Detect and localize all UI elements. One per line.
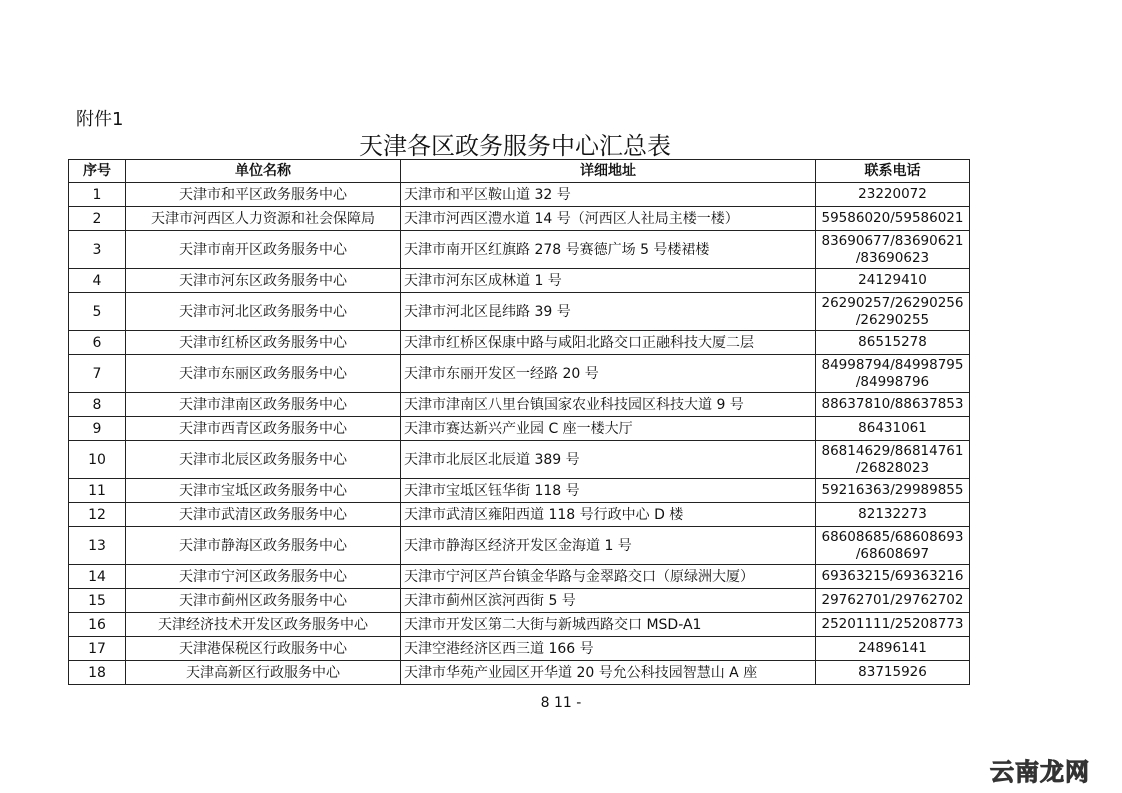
- cell-phone: [816, 393, 970, 417]
- phone-line: 29762701/29762702: [821, 592, 964, 608]
- cell-no: 2: [69, 207, 126, 231]
- phone-line: /68608697: [855, 545, 930, 562]
- cell-address: 天津市和平区鞍山道 32 号: [401, 183, 816, 207]
- phone-line: /26290255: [855, 311, 930, 328]
- cell-phone: [816, 527, 970, 565]
- cell-phone: [816, 417, 970, 441]
- cell-address: 天津市静海区经济开发区金海道 1 号: [401, 527, 816, 565]
- page-number: 8 11 -: [540, 695, 582, 711]
- cell-phone: [816, 613, 970, 637]
- cell-phone: [816, 331, 970, 355]
- page-title: 天津各区政务服务中心汇总表: [359, 132, 671, 160]
- phone-line: 82132273: [858, 506, 927, 522]
- attachment-label: 附件1: [76, 109, 124, 130]
- cell-no: 12: [69, 503, 126, 527]
- cell-name: 天津市红桥区政务服务中心: [126, 331, 401, 355]
- cell-address: 天津市华苑产业园区开华道 20 号允公科技园智慧山 A 座: [401, 661, 816, 685]
- cell-address: 天津市武清区雍阳西道 118 号行政中心 D 楼: [401, 503, 816, 527]
- table-row: [69, 441, 970, 479]
- cell-address: 天津市宁河区芦台镇金华路与金翠路交口（原绿洲大厦）: [401, 565, 816, 589]
- table-row: [69, 355, 970, 393]
- cell-address: 天津市河北区昆纬路 39 号: [401, 293, 816, 331]
- phone-line: 84998794/84998795: [821, 356, 964, 373]
- table-header-row: [69, 160, 970, 183]
- table-row: [69, 183, 970, 207]
- cell-phone: [816, 269, 970, 293]
- cell-phone: [816, 293, 970, 331]
- phone-line: 59586020/59586021: [821, 210, 964, 226]
- cell-address: 天津市赛达新兴产业园 C 座一楼大厅: [401, 417, 816, 441]
- cell-phone: [816, 441, 970, 479]
- watermark-part1: 云南: [990, 758, 1040, 786]
- phone-line: 83715926: [858, 664, 927, 680]
- cell-no: 5: [69, 293, 126, 331]
- cell-phone: [816, 503, 970, 527]
- phone-line: 24129410: [858, 272, 927, 288]
- cell-no: 4: [69, 269, 126, 293]
- cell-no: 8: [69, 393, 126, 417]
- cell-no: 18: [69, 661, 126, 685]
- cell-address: 天津市蓟州区滨河西街 5 号: [401, 589, 816, 613]
- cell-no: 6: [69, 331, 126, 355]
- cell-name: 天津市武清区政务服务中心: [126, 503, 401, 527]
- cell-name: 天津市南开区政务服务中心: [126, 231, 401, 269]
- phone-line: 26290257/26290256: [821, 294, 964, 311]
- cell-name: 天津市和平区政务服务中心: [126, 183, 401, 207]
- table-row: [69, 417, 970, 441]
- table-row: [69, 565, 970, 589]
- cell-name: 天津市津南区政务服务中心: [126, 393, 401, 417]
- cell-name: 天津市河东区政务服务中心: [126, 269, 401, 293]
- cell-name: 天津市宝坻区政务服务中心: [126, 479, 401, 503]
- cell-address: 天津市南开区红旗路 278 号赛德广场 5 号楼裙楼: [401, 231, 816, 269]
- phone-line: 88637810/88637853: [821, 396, 964, 412]
- table-row: [69, 269, 970, 293]
- cell-phone: [816, 183, 970, 207]
- watermark-logo: [990, 752, 1090, 787]
- cell-name: 天津市蓟州区政务服务中心: [126, 589, 401, 613]
- cell-no: 17: [69, 637, 126, 661]
- phone-line: 69363215/69363216: [821, 568, 964, 584]
- cell-address: 天津市北辰区北辰道 389 号: [401, 441, 816, 479]
- cell-name: 天津高新区行政服务中心: [126, 661, 401, 685]
- cell-name: 天津经济技术开发区政务服务中心: [126, 613, 401, 637]
- column-header-no: 序号: [69, 160, 126, 183]
- phone-line: 59216363/29989855: [821, 482, 964, 498]
- cell-phone: [816, 355, 970, 393]
- table-row: [69, 503, 970, 527]
- column-header-name: 单位名称: [126, 160, 401, 183]
- cell-no: 14: [69, 565, 126, 589]
- cell-address: 天津市东丽开发区一经路 20 号: [401, 355, 816, 393]
- cell-name: 天津市河北区政务服务中心: [126, 293, 401, 331]
- cell-address: 天津市河西区澧水道 14 号（河西区人社局主楼一楼）: [401, 207, 816, 231]
- cell-name: 天津市静海区政务服务中心: [126, 527, 401, 565]
- column-header-phone: 联系电话: [816, 160, 970, 183]
- table-row: [69, 527, 970, 565]
- cell-phone: [816, 479, 970, 503]
- table-row: [69, 661, 970, 685]
- cell-address: 天津空港经济区西三道 166 号: [401, 637, 816, 661]
- cell-name: 天津港保税区行政服务中心: [126, 637, 401, 661]
- cell-name: 天津市宁河区政务服务中心: [126, 565, 401, 589]
- cell-phone: [816, 565, 970, 589]
- table-row: [69, 293, 970, 331]
- cell-no: 7: [69, 355, 126, 393]
- table-row: [69, 637, 970, 661]
- cell-phone: [816, 637, 970, 661]
- table-row: [69, 207, 970, 231]
- phone-line: 68608685/68608693: [821, 528, 964, 545]
- cell-name: 天津市东丽区政务服务中心: [126, 355, 401, 393]
- phone-line: 23220072: [858, 186, 927, 202]
- phone-line: /26828023: [855, 459, 930, 476]
- phone-line: 86515278: [858, 334, 927, 350]
- cell-name: 天津市北辰区政务服务中心: [126, 441, 401, 479]
- cell-address: 天津市红桥区保康中路与咸阳北路交口正融科技大厦二层: [401, 331, 816, 355]
- phone-line: 83690677/83690621: [821, 232, 964, 249]
- cell-address: 天津市宝坻区钰华街 118 号: [401, 479, 816, 503]
- cell-phone: [816, 661, 970, 685]
- cell-address: 天津市津南区八里台镇国家农业科技园区科技大道 9 号: [401, 393, 816, 417]
- cell-phone: [816, 207, 970, 231]
- cell-no: 1: [69, 183, 126, 207]
- cell-no: 13: [69, 527, 126, 565]
- table-row: [69, 331, 970, 355]
- cell-no: 9: [69, 417, 126, 441]
- cell-no: 10: [69, 441, 126, 479]
- cell-address: 天津市河东区成林道 1 号: [401, 269, 816, 293]
- phone-line: /83690623: [855, 249, 930, 266]
- cell-no: 3: [69, 231, 126, 269]
- cell-name: 天津市河西区人力资源和社会保障局: [126, 207, 401, 231]
- cell-name: 天津市西青区政务服务中心: [126, 417, 401, 441]
- cell-phone: [816, 589, 970, 613]
- table-row: [69, 393, 970, 417]
- cell-no: 11: [69, 479, 126, 503]
- table-row: [69, 613, 970, 637]
- phone-line: 25201111/25208773: [821, 616, 964, 632]
- phone-line: 86431061: [858, 420, 927, 436]
- phone-line: 86814629/86814761: [821, 442, 964, 459]
- cell-address: 天津市开发区第二大街与新城西路交口 MSD-A1: [401, 613, 816, 637]
- phone-line: 24896141: [858, 640, 927, 656]
- cell-phone: [816, 231, 970, 269]
- service-center-table: [68, 159, 970, 685]
- table-row: [69, 479, 970, 503]
- table-row: [69, 231, 970, 269]
- cell-no: 16: [69, 613, 126, 637]
- phone-line: /84998796: [855, 373, 930, 390]
- column-header-address: 详细地址: [401, 160, 816, 183]
- cell-no: 15: [69, 589, 126, 613]
- table-row: [69, 589, 970, 613]
- watermark-part2: 龙网: [1040, 758, 1090, 786]
